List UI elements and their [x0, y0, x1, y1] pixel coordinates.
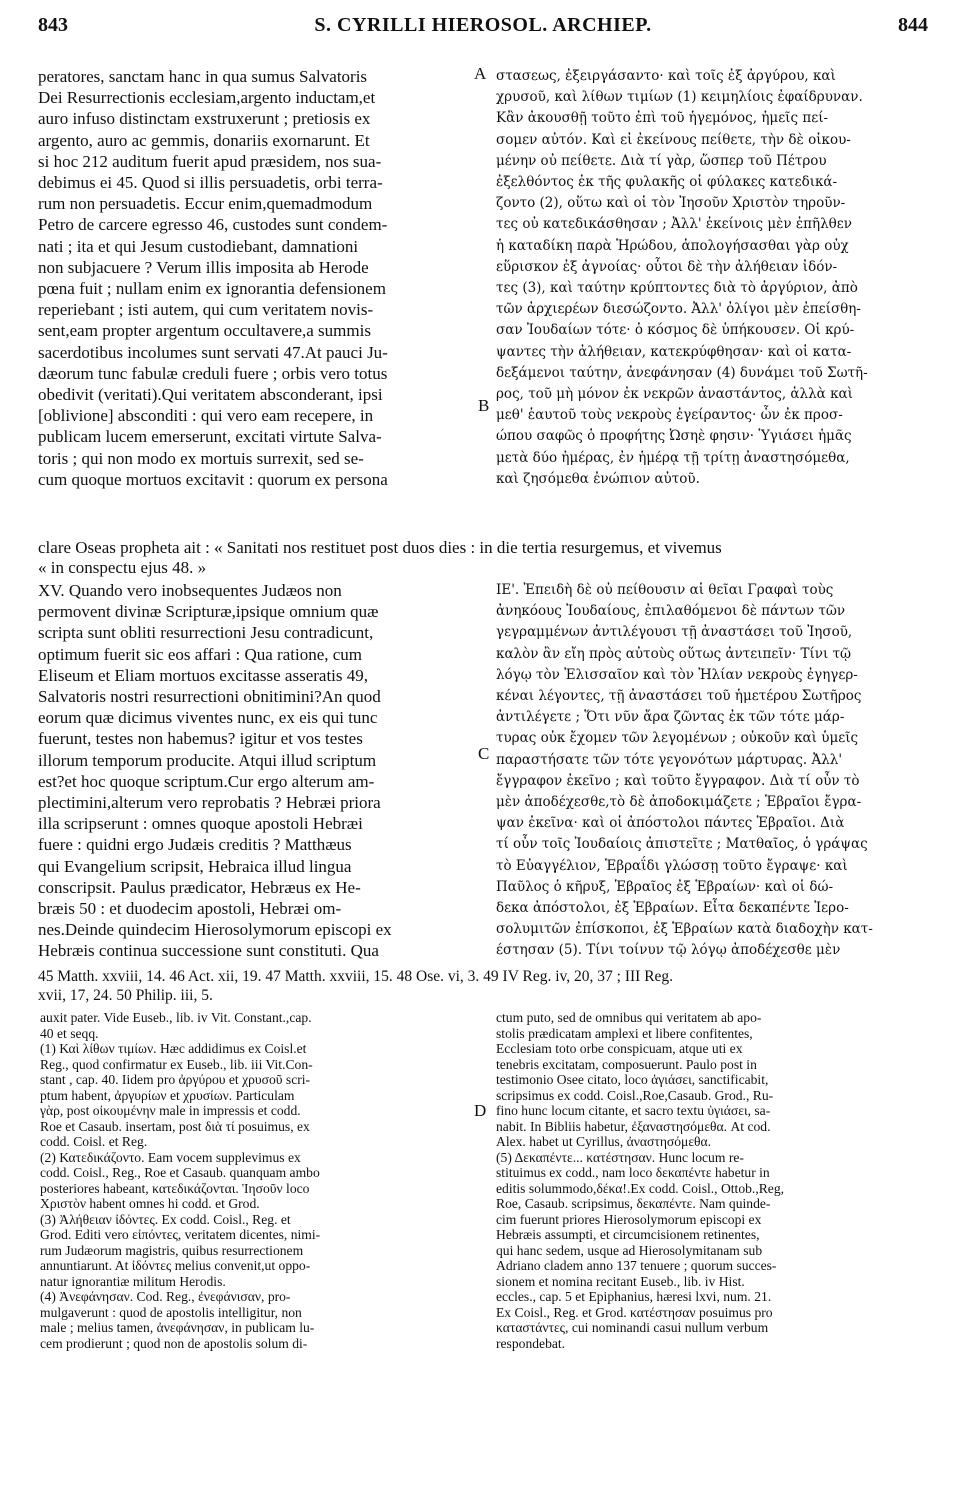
latin-column-top [38, 66, 472, 490]
greek-column-section-xv [496, 580, 932, 962]
greek-line: τὸ Εὐαγγέλιον, Ἑβραΐδι γλώσσῃ τοῦτο ἔγραψε· καὶ [496, 857, 848, 874]
latin-line: est?et hoc quoque scriptum.Cur ergo alterum am- [38, 771, 375, 791]
note-line: male ; melius tamen, ἀνεφάνησαν, in publicam lu- [40, 1320, 315, 1335]
greek-line: ψαντες τὴν ἀλήθειαν, κατεκρύφθησαν· καὶ οἱ κατα- [496, 343, 852, 360]
greek-line: ώπου σαφῶς ὁ προφήτης Ὠσηὲ φησιν· Ὑγιάσει ἡμᾶς [496, 428, 852, 445]
note-line: Ex Coisl., Reg. et Grod. κατέστησαν posuimus pro [496, 1304, 773, 1320]
latin-line: sacerdotibus incolumes sunt servati 47.At pauci Ju- [38, 342, 388, 362]
greek-line: ἔγγραφον ἐκεῖνο ; καὶ τοῦτο ἔγγραφον. Διὰ τί οὖν τὸ [496, 772, 860, 789]
page-number-right: 844 [898, 14, 928, 36]
latin-line: debimus ei 45. Quod si illis persuadetis, orbi terra- [38, 173, 383, 193]
note-line: testimonio Osee citato, loco ἁγιάσει, sanctificabit, [496, 1072, 769, 1087]
latin-line: si hoc 212 auditum fuerit apud præsidem, nos sua- [38, 151, 382, 171]
greek-line: γεγραμμένων ἀντιλέγουσι τῇ ἀναστάσει τοῦ Ἰησοῦ, [496, 624, 853, 641]
latin-line: cum quoque mortuos excitavit : quorum ex persona [38, 469, 388, 489]
latin-line: nes.Deinde quindecim Hierosolymorum episcopi ex [38, 920, 392, 940]
note-line: nabit. In Bibliis habetur, ἐξαναστησόμεθα. At cod. [496, 1118, 771, 1134]
note-line: scripsimus ex codd. Coisl.,Roe,Casaub. Grod., Ru- [496, 1087, 774, 1103]
latin-line: nati ; ita et qui Jesum custodiebant, damnationi [38, 236, 359, 256]
greek-line: τες οὐ κατεδικάσθησαν ; Ἀλλ' ἐκείνοις μὲν ἐπῆλθεν [496, 216, 852, 233]
note-line: καταστάντες, cui nominandi casui nullum verbum [496, 1320, 769, 1335]
section-marker-d: D [474, 1101, 487, 1120]
latin-column-section-xv [38, 580, 472, 962]
note-line: Ecclesiam toto orbe conspicuam, atque uti ex [496, 1041, 743, 1056]
greek-line: λόγῳ τὸν Ἐλισσαῖον καὶ τὸν Ἠλίαν νεκροὺς ἐγηγερ- [496, 666, 858, 683]
note-line: posteriores habeant, κατεδικάζονται. Ἰησοῦν loco [40, 1180, 310, 1196]
latin-full-width-lines [38, 538, 933, 578]
note-line: fino hunc locum citante, et sacro textu ὑγιάσει, sa- [496, 1103, 771, 1118]
note-line: Alex. habet ut Cyrillus, ἀναστησόμεθα. [496, 1134, 712, 1149]
note-line: ctum puto, sed de omnibus qui veritatem ab apo- [496, 1010, 762, 1025]
editorial-notes-right [496, 1010, 932, 1351]
latin-line: eorum quæ dicimus viventes nunc, ex eis qui tunc [38, 708, 378, 728]
latin-line: Dei Resurrectionis ecclesiam,argento inductam,et [38, 88, 376, 108]
latin-line: optimum fuerit sic eos affari : Qua ratione, cum [38, 644, 363, 664]
greek-line: ἡ καταδίκη παρὰ Ἡρώδου, ἀπολογήσασθαι γὰρ οὐχ [496, 237, 849, 254]
greek-line: καὶ ζησόμεθα ἐνώπιον αὐτοῦ. [496, 470, 700, 487]
latin-line: sent,eam propter argentum occultavere,a summis [38, 321, 371, 341]
latin-line: Eliseum et Eliam mortuos excitasse asseratis 49, [38, 665, 369, 685]
latin-line: non subjacuere ? Verum illis imposita ab Herode [38, 257, 369, 277]
latin-line: plectimini,alterum vero reprobatis ? Hebræi priora [38, 793, 381, 813]
section-marker-b: B [478, 396, 490, 415]
reference-line: xvii, 17, 24. 50 Philip. iii, 5. [38, 987, 213, 1004]
editorial-notes-left [40, 1010, 468, 1351]
note-line: Χριστὸν habent omnes hi codd. et Grod. [40, 1196, 260, 1211]
latin-line: Hebræis continua successione sunt constituti. Qua [38, 941, 379, 961]
scripture-references [38, 967, 933, 1005]
greek-line: σαν Ἰουδαίων τότε· ὁ κόσμος δὲ ὑπήκουσεν. Οἱ κρύ- [496, 322, 855, 339]
greek-line: σολυμιτῶν ἐπίσκοποι, ἐξ Ἑβραίων κατὰ διαδοχὴν κατ- [496, 921, 873, 938]
greek-line: Κἂν ἀκουσθῇ τοῦτο ἐπὶ τοῦ ἡγεμόνος, ἡμεῖς πεί- [496, 110, 829, 127]
latin-line: illa scripserunt : omnes quoque apostoli Hebræi [38, 814, 363, 834]
section-marker-c: C [478, 744, 490, 763]
running-title: S. CYRILLI HIEROSOL. ARCHIEP. [314, 14, 652, 36]
greek-line: σομεν αὐτόν. Καὶ εἰ ἐκείνους πείθετε, τὴν δὲ οἰκου- [496, 131, 851, 148]
note-line: sionem et nomina recitant Euseb., lib. iv Hist. [496, 1273, 745, 1289]
latin-line: Petro de carcere egresso 46, custodes sunt condem- [38, 215, 388, 235]
note-line: codd. Coisl. et Reg. [40, 1134, 148, 1149]
note-line: cim fuerunt priores Hierosolymorum episcopi ex [496, 1211, 762, 1227]
note-line: (2) Κατεδικάζοντο. Eam vocem supplevimus ex [40, 1149, 301, 1165]
full-line: clare Oseas propheta ait : « Sanitati nos restituet post duos dies : in die tertia resurgemus, et vivemus [38, 538, 722, 557]
greek-line: ἀντιλέγετε ; Ὅτι νῦν ἄρα ζῶντας ἐκ τῶν τότε μάρ- [496, 709, 845, 726]
greek-line: ΙΕ'. Ἐπειδὴ δὲ οὐ πείθουσιν αἱ θεῖαι Γραφαὶ τοὺς [496, 582, 834, 598]
greek-line: ἐξελθόντος ἐκ τῆς φυλακῆς οἱ φύλακες κατεδικά- [496, 174, 838, 191]
greek-line: τῶν ἀρχιερέων διεσώζοντο. Ἀλλ' ὀλίγοι μὲν ἐπείσθη- [496, 301, 861, 318]
greek-line: εὕρισκον ἐξ ἀγνοίας· οὗτοι δὲ τὴν ἀλήθειαν ἰδόν- [496, 258, 838, 275]
latin-line: [oblivione] absconditi : qui vero eam recepere, in [38, 406, 374, 426]
greek-line: ἀνηκόους Ἰουδαίους, ἐπιλαθόμενοι δὲ πάντων τῶν [496, 603, 846, 620]
note-line: Hebræis assumpti, et circumcisionem retinentes, [496, 1227, 760, 1242]
latin-line: argento, auro ac gemmis, donariis exornarunt. Et [38, 130, 370, 150]
note-line: Adriano cladem anno 137 tenuere ; quorum succes- [496, 1258, 777, 1273]
note-line: auxit pater. Vide Euseb., lib. iv Vit. Constant.,cap. [40, 1010, 312, 1025]
latin-line: reperiebant ; isti autem, qui cum veritatem novis- [38, 300, 374, 320]
reference-line: 45 Matth. xxviii, 14. 46 Act. xii, 19. 47 Matth. xxviii, 15. 48 Ose. vi, 3. 49 IV Reg. iv, 20, 37 ; III Reg. [38, 968, 674, 985]
note-line: codd. Coisl., Reg., Roe et Casaub. quanquam ambo [40, 1165, 320, 1180]
note-line: 40 et seqq. [40, 1025, 99, 1041]
greek-line: τες (3), καὶ ταύτην κρύπτοντες διὰ τὸ ἀργύριον, ἀπὸ [496, 280, 858, 297]
greek-line: ρος, τοῦ μὴ μόνον ἐκ νεκρῶν ἀναστάντος, ἀλλὰ καὶ [496, 386, 853, 403]
note-line: cem prodierunt ; quod non de apostolis solum di- [40, 1335, 308, 1351]
page-number-left: 843 [38, 14, 68, 36]
note-line: eccles., cap. 5 et Epiphanius, hæresi lxvi, num. 21. [496, 1289, 772, 1304]
note-line: rum Judæorum magistris, quibus resurrectionem [40, 1242, 304, 1258]
latin-line: permovent divinæ Scripturæ,ipsique omnium quæ [38, 602, 379, 622]
latin-line: auro infuso distinctam exstruxerunt ; pretiosis ex [38, 109, 371, 129]
note-line: stant , cap. 40. Iidem pro ἀργύρου et χρυσοῦ scri- [40, 1072, 311, 1087]
latin-line: publicam lucem emerserunt, excitati virtute Salva- [38, 427, 382, 447]
greek-line: χρυσοῦ, καὶ λίθων τιμίων (1) κειμηλίοις ἐφαίδρυναν. [496, 89, 863, 106]
greek-line: ψαν ἐκεῖνα· καὶ οἱ ἀπόστολοι πάντες Ἑβραῖοι. Διὰ [496, 815, 845, 832]
latin-line: qui Evangelium scripsit, Hebraica illud lingua [38, 856, 352, 876]
greek-line: δεκα ἀπόστολοι, ἐξ Ἑβραίων. Εἶτα δεκαπέντε Ἱερο- [496, 900, 849, 917]
note-line: respondebat. [496, 1335, 566, 1351]
greek-line: δεξάμενοι ταύτην, ἀνεφάνησαν (4) δυνάμει τοῦ Σωτῆ- [496, 364, 868, 381]
greek-line: ζοντο (2), οὕτω καὶ οἱ τὸν Ἰησοῦν Χριστὸν τηροῦν- [496, 195, 846, 212]
note-line: stolis prædicatam amplexi et libere confitentes, [496, 1025, 753, 1041]
greek-line: καλὸν ἂν εἴη πρὸς αὐτοὺς οὕτως ἀντειπεῖν· Τίνι τῷ [496, 645, 852, 662]
latin-line: pœna fuit ; nullam enim ex ignorantia defensionem [38, 279, 386, 299]
note-line: γὰρ, post οἰκουμένην male in impressis et codd. [40, 1103, 301, 1118]
note-line: tenebris excitatam, composuerunt. Paulo post in [496, 1056, 757, 1072]
full-line: « in conspectu ejus 48. » [38, 558, 207, 577]
latin-line: illorum temporum producite. Atqui illud scriptum [38, 750, 377, 770]
latin-line: peratores, sanctam hanc in qua sumus Salvatoris [38, 67, 368, 86]
latin-line: XV. Quando vero inobsequentes Judæos non [38, 581, 342, 600]
greek-line: τυρας οὐκ ἔχομεν τῶν λεγομένων ; οὐκοῦν καὶ ὑμεῖς [496, 730, 859, 747]
greek-line: έστησαν (5). Τίνι τοίνυν τῷ λόγῳ ἀποδέχεσθε μὲν [496, 942, 841, 959]
note-line: (4) Ἀνεφάνησαν. Cod. Reg., ἐνεφάνισαν, pro- [40, 1289, 291, 1304]
note-line: Roe et Casaub. insertam, post διὰ τί posuimus, ex [40, 1118, 310, 1134]
note-line: qui hanc sedem, usque ad Hierosolymitanam sub [496, 1242, 763, 1258]
latin-line: bræis 50 : et duodecim apostoli, Hebræi om- [38, 899, 342, 919]
greek-line: μένην οὐ πείθετε. Διὰ τί γὰρ, ὥσπερ τοῦ Πέτρου [496, 152, 827, 169]
note-line: (1) Καὶ λίθων τιμίων. Hæc addidimus ex Coisl.et [40, 1041, 307, 1056]
latin-line: dæorum tunc fabulæ creduli fuere ; orbis vero totus [38, 363, 388, 383]
greek-line: μεθ' ἑαυτοῦ τοὺς νεκροὺς ἐγείραντος· ὧν ἐκ προσ- [496, 407, 843, 424]
note-line: mulgaverunt : quod de apostolis intelligitur, non [40, 1304, 302, 1320]
note-line: (5) Δεκαπέντε... κατέστησαν. Hunc locum re- [496, 1149, 744, 1165]
greek-line: μὲν ἀποδέχεσθε,τὸ δὲ ἀποδοκιμάζετε ; Ἑβραῖοι ἔγρα- [496, 794, 862, 811]
greek-line: στασεως, ἐξειργάσαντο· καὶ τοῖς ἐξ ἀργύρου, καὶ [496, 68, 836, 84]
latin-line: fuerunt, testes non habemus? igitur et vos testes [38, 729, 363, 749]
note-line: editis solummodo,δέκα!.Ex codd. Coisl., Ottob.,Reg, [496, 1180, 785, 1196]
note-line: Reg., quod confirmatur ex Euseb., lib. iii Vit.Con- [40, 1056, 313, 1072]
latin-line: scripta sunt obliti resurrectioni Jesu contradicunt, [38, 623, 374, 643]
latin-line: rum non persuadetis. Eccur enim,quemadmodum [38, 194, 373, 214]
greek-line: παραστήσατε τῶν τότε γεγονότων μάρτυρας. Ἀλλ' [496, 751, 843, 768]
greek-line: τί οὖν τοῖς Ἰουδαίοις ἀπιστεῖτε ; Ματθαῖος, ὁ γράψας [496, 836, 868, 853]
note-line: (3) Ἀλήθειαν ἰδόντες. Ex codd. Coisl., Reg. et [40, 1211, 291, 1227]
note-line: ptum habent, ἀργυρίων et χρυσίων. Particulam [40, 1087, 295, 1103]
latin-line: toris ; qui non modo ex mortuis surrexit, sed se- [38, 448, 364, 468]
note-line: annuntiarunt. At ἰδόντες melius convenit,ut oppo- [40, 1258, 311, 1273]
greek-column-top [496, 66, 932, 490]
latin-line: obedivit (veritati).Qui veritatem absconderant, ipsi [38, 385, 383, 405]
note-line: stituimus ex codd., nam loco δεκαπέντε habetur in [496, 1165, 770, 1180]
latin-line: conscripsit. Paulus prædicator, Hebræus ex He- [38, 877, 361, 897]
greek-line: Παῦλος ὁ κῆρυξ, Ἑβραῖος ἐξ Ἑβραίων· καὶ οἱ δώ- [496, 878, 834, 895]
note-line: Roe, Casaub. scripsimus, δεκαπέντε. Nam quinde- [496, 1196, 771, 1211]
section-marker-a: A [474, 64, 487, 83]
greek-line: μετὰ δύο ἡμέρας, ἐν ἡμέρᾳ τῇ τρίτῃ ἀναστησόμεθα, [496, 449, 850, 466]
running-header [0, 14, 966, 44]
greek-line: κέναι λέγοντες, τῇ ἀναστάσει τοῦ ἡμετέρου Σωτῆρος [496, 688, 862, 705]
note-line: Grod. Editi vero εἰπόντες, veritatem dicentes, nimi- [40, 1227, 321, 1242]
latin-line: Salvatoris nostri resurrectioni obnitimini?An quod [38, 687, 381, 707]
note-line: natur ignorantiæ militum Herodis. [40, 1273, 226, 1289]
latin-line: fuere : quidni ergo Judæis creditis ? Matthæus [38, 835, 352, 855]
